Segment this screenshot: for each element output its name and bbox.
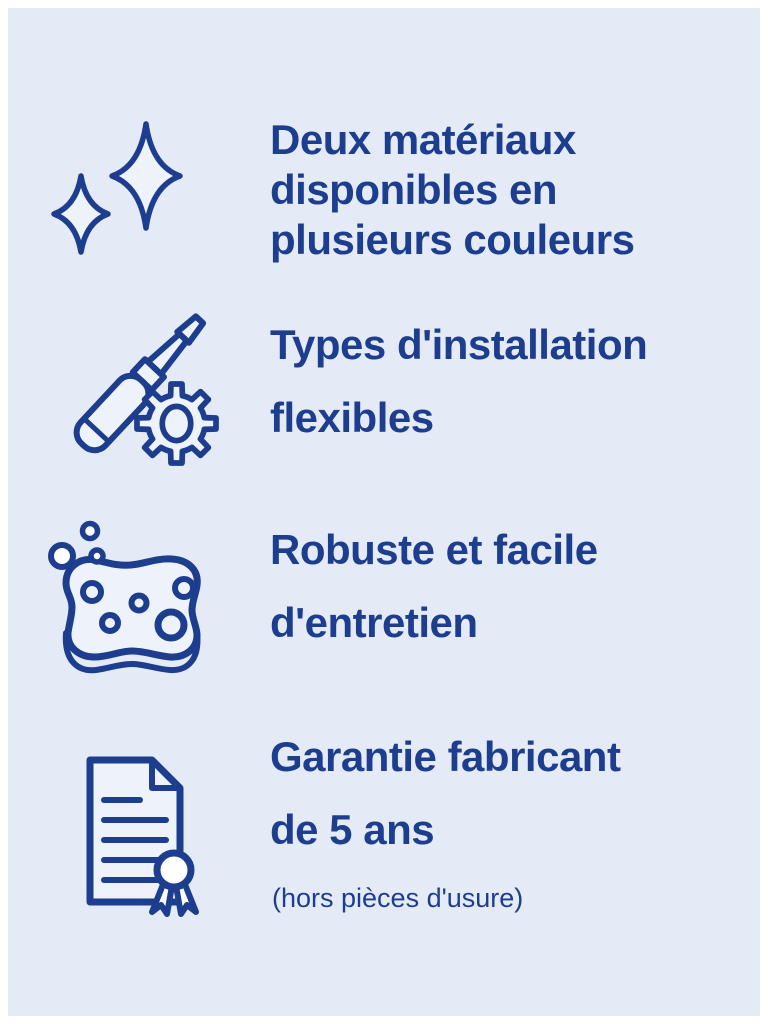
- feature-text-line: de 5 ans: [270, 806, 435, 853]
- feature-text-line: d'entretien: [270, 599, 478, 646]
- warranty-exclusion-note: (hors pièces d'usure): [272, 883, 524, 913]
- feature-text-line: Deux matériaux: [270, 116, 576, 163]
- feature-text-line: flexibles: [270, 394, 434, 441]
- screwdriver-gear-icon: [56, 310, 236, 484]
- feature-warranty-text: [270, 720, 750, 866]
- feature-text-line: disponibles en: [270, 166, 558, 213]
- sparkles-icon: [44, 110, 196, 258]
- feature-materials-text: [270, 115, 750, 265]
- feature-panel: [8, 8, 760, 1016]
- feature-durability-text: [270, 513, 750, 659]
- feature-text-line: Robuste et facile: [270, 526, 598, 573]
- feature-text-line: plusieurs couleurs: [270, 216, 635, 263]
- certificate-icon: [80, 752, 222, 918]
- feature-text-line: Types d'installation: [270, 321, 648, 368]
- feature-text-line: Garantie fabricant: [270, 733, 621, 780]
- sponge-icon: [44, 515, 220, 677]
- feature-installation-text: [270, 308, 750, 454]
- gear-icon: [137, 384, 216, 463]
